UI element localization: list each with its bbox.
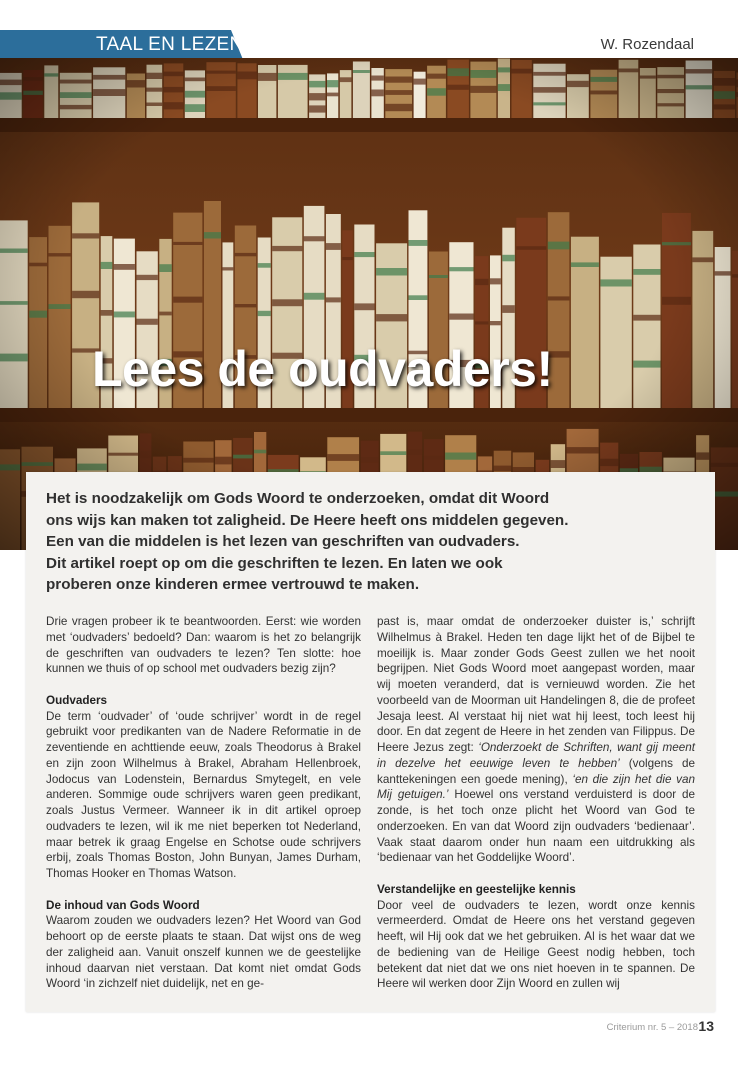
bible-quote: ‘Onderzoekt de Schriften, want gij meent in dezelve het eeuwige leven te hebben’ bbox=[377, 741, 695, 770]
intro-line: ons wijs kan maken tot zaligheid. De Heere heeft ons middelen gegeven. bbox=[46, 511, 569, 529]
intro-line: Een van die middelen is het lezen van geschriften van oudvaders. bbox=[46, 533, 520, 550]
intro-line: proberen onze kinderen ermee vertrouwd te maken. bbox=[46, 576, 420, 593]
subheading-kennis: Verstandelijke en geestelijke kennis bbox=[377, 882, 576, 896]
text-run: Hoewel ons verstand verduisterd is door de zonde, is het toch onze plicht het Woord van God te onderzoeken. En van dat Woord zijn oudvaders ‘bedienaar’. Vaak staat daarom onder hun naam een uitdrukking als ‘bedienaar van het Goddelijke Woord’. bbox=[377, 788, 695, 865]
subheading-oudvaders: Oudvaders bbox=[46, 693, 108, 707]
section-label: TAAL EN LEZEN bbox=[96, 34, 244, 55]
publication-info: Criterium nr. 5 – 2018 bbox=[606, 1022, 698, 1033]
text-column-left bbox=[46, 614, 361, 992]
paragraph: Waarom zouden we oudvaders lezen? Het Woord van God behoort op de eerste plaats te staan. Dat wijst ons de weg der zaligheid aan. Vanuit onszelf kunnen we de geestelijke inhoud daarvan niet verstaan. Dat komt niet omdat Gods Woord ‘in zichzelf niet duidelijk, net en ge- bbox=[46, 914, 361, 991]
intro-lead bbox=[46, 488, 696, 596]
text-run: past is, maar omdat de onderzoeker duister is,’ schrijft Wilhelmus à Brakel. Heden ten dage lijkt het of de Bijbel te moeilijk is. Maar zonder Gods Geest zullen we het nooit begrijpen. Niet Gods Woord moet aangepast worden, maar wij moeten veranderd, dat is vernieuwd worden. Zie het voorbeeld van de Moorman uit Handelingen 8, die de profeet Jesaja leest. Al verstaat hij niet wat hij leest, toch leest hij door. En dat zegent de Heere in het zenden van Filippus. De Heere Jezus zegt: bbox=[377, 615, 695, 754]
paragraph: Drie vragen probeer ik te beantwoorden. Eerst: wie worden met ‘oudvaders’ bedoeld? Dan: waarom is het zo belangrijk de geschriften van oudvaders te lezen? Ten slotte: hoe kunnen we thuis of op school met oudvaders bezig zijn? bbox=[46, 615, 361, 676]
page-number: 13 bbox=[698, 1018, 714, 1034]
paragraph: Door veel de oudvaders te lezen, wordt onze kennis vermeerderd. Omdat de Heere ons het verstand gegeven heeft, wil Hij ook dat we het gebruiken. Al is het waar dat we de bediening van de Heilige Geest nodig hebben, toch betekent dat niet dat we ons niet hoeven in te spannen. De Heere wil werken door Zijn Woord en zullen wij bbox=[377, 898, 695, 991]
text-run: (volgens de kanttekeningen een goede mening), bbox=[377, 756, 696, 786]
paragraph: De term ‘oudvader’ of ‘oude schrijver’ wordt in de regel gebruikt voor predikanten van de Nadere Reformatie in de zeventiende en achttiende eeuw, zoals Theodorus à Brakel en zijn zoon Wilhelmus à Brakel, Abraham Hellenbroek, Jodocus van Lodenstein, Bernardus Smytegelt, en vele anderen. Sommige oude schrijvers waren geen predikant, zoals Justus Vermeer. Wanneer ik in dit artikel oproep oudvaders te lezen, wil ik me niet beperken tot Nederland, maar betrek ik graag Engelse en Schotse oude schrijvers erbij, zoals Thomas Boston, John Bunyan, James Durham, Thomas Hooker en Thomas Watson. bbox=[46, 709, 361, 880]
article-title: Lees de oudvaders! bbox=[92, 341, 553, 397]
author-name: W. Rozendaal bbox=[600, 36, 694, 53]
subheading-inhoud: De inhoud van Gods Woord bbox=[46, 898, 200, 912]
paragraph bbox=[377, 614, 695, 866]
intro-line: Dit artikel roept op om die geschriften te lezen. En laten we ook bbox=[46, 554, 503, 572]
intro-line: Het is noodzakelijk om Gods Woord te onderzoeken, omdat dit Woord bbox=[46, 490, 550, 507]
text-column-right bbox=[377, 614, 695, 992]
bible-quote: ‘en die zijn het die van Mij getuigen.’ bbox=[377, 772, 695, 802]
